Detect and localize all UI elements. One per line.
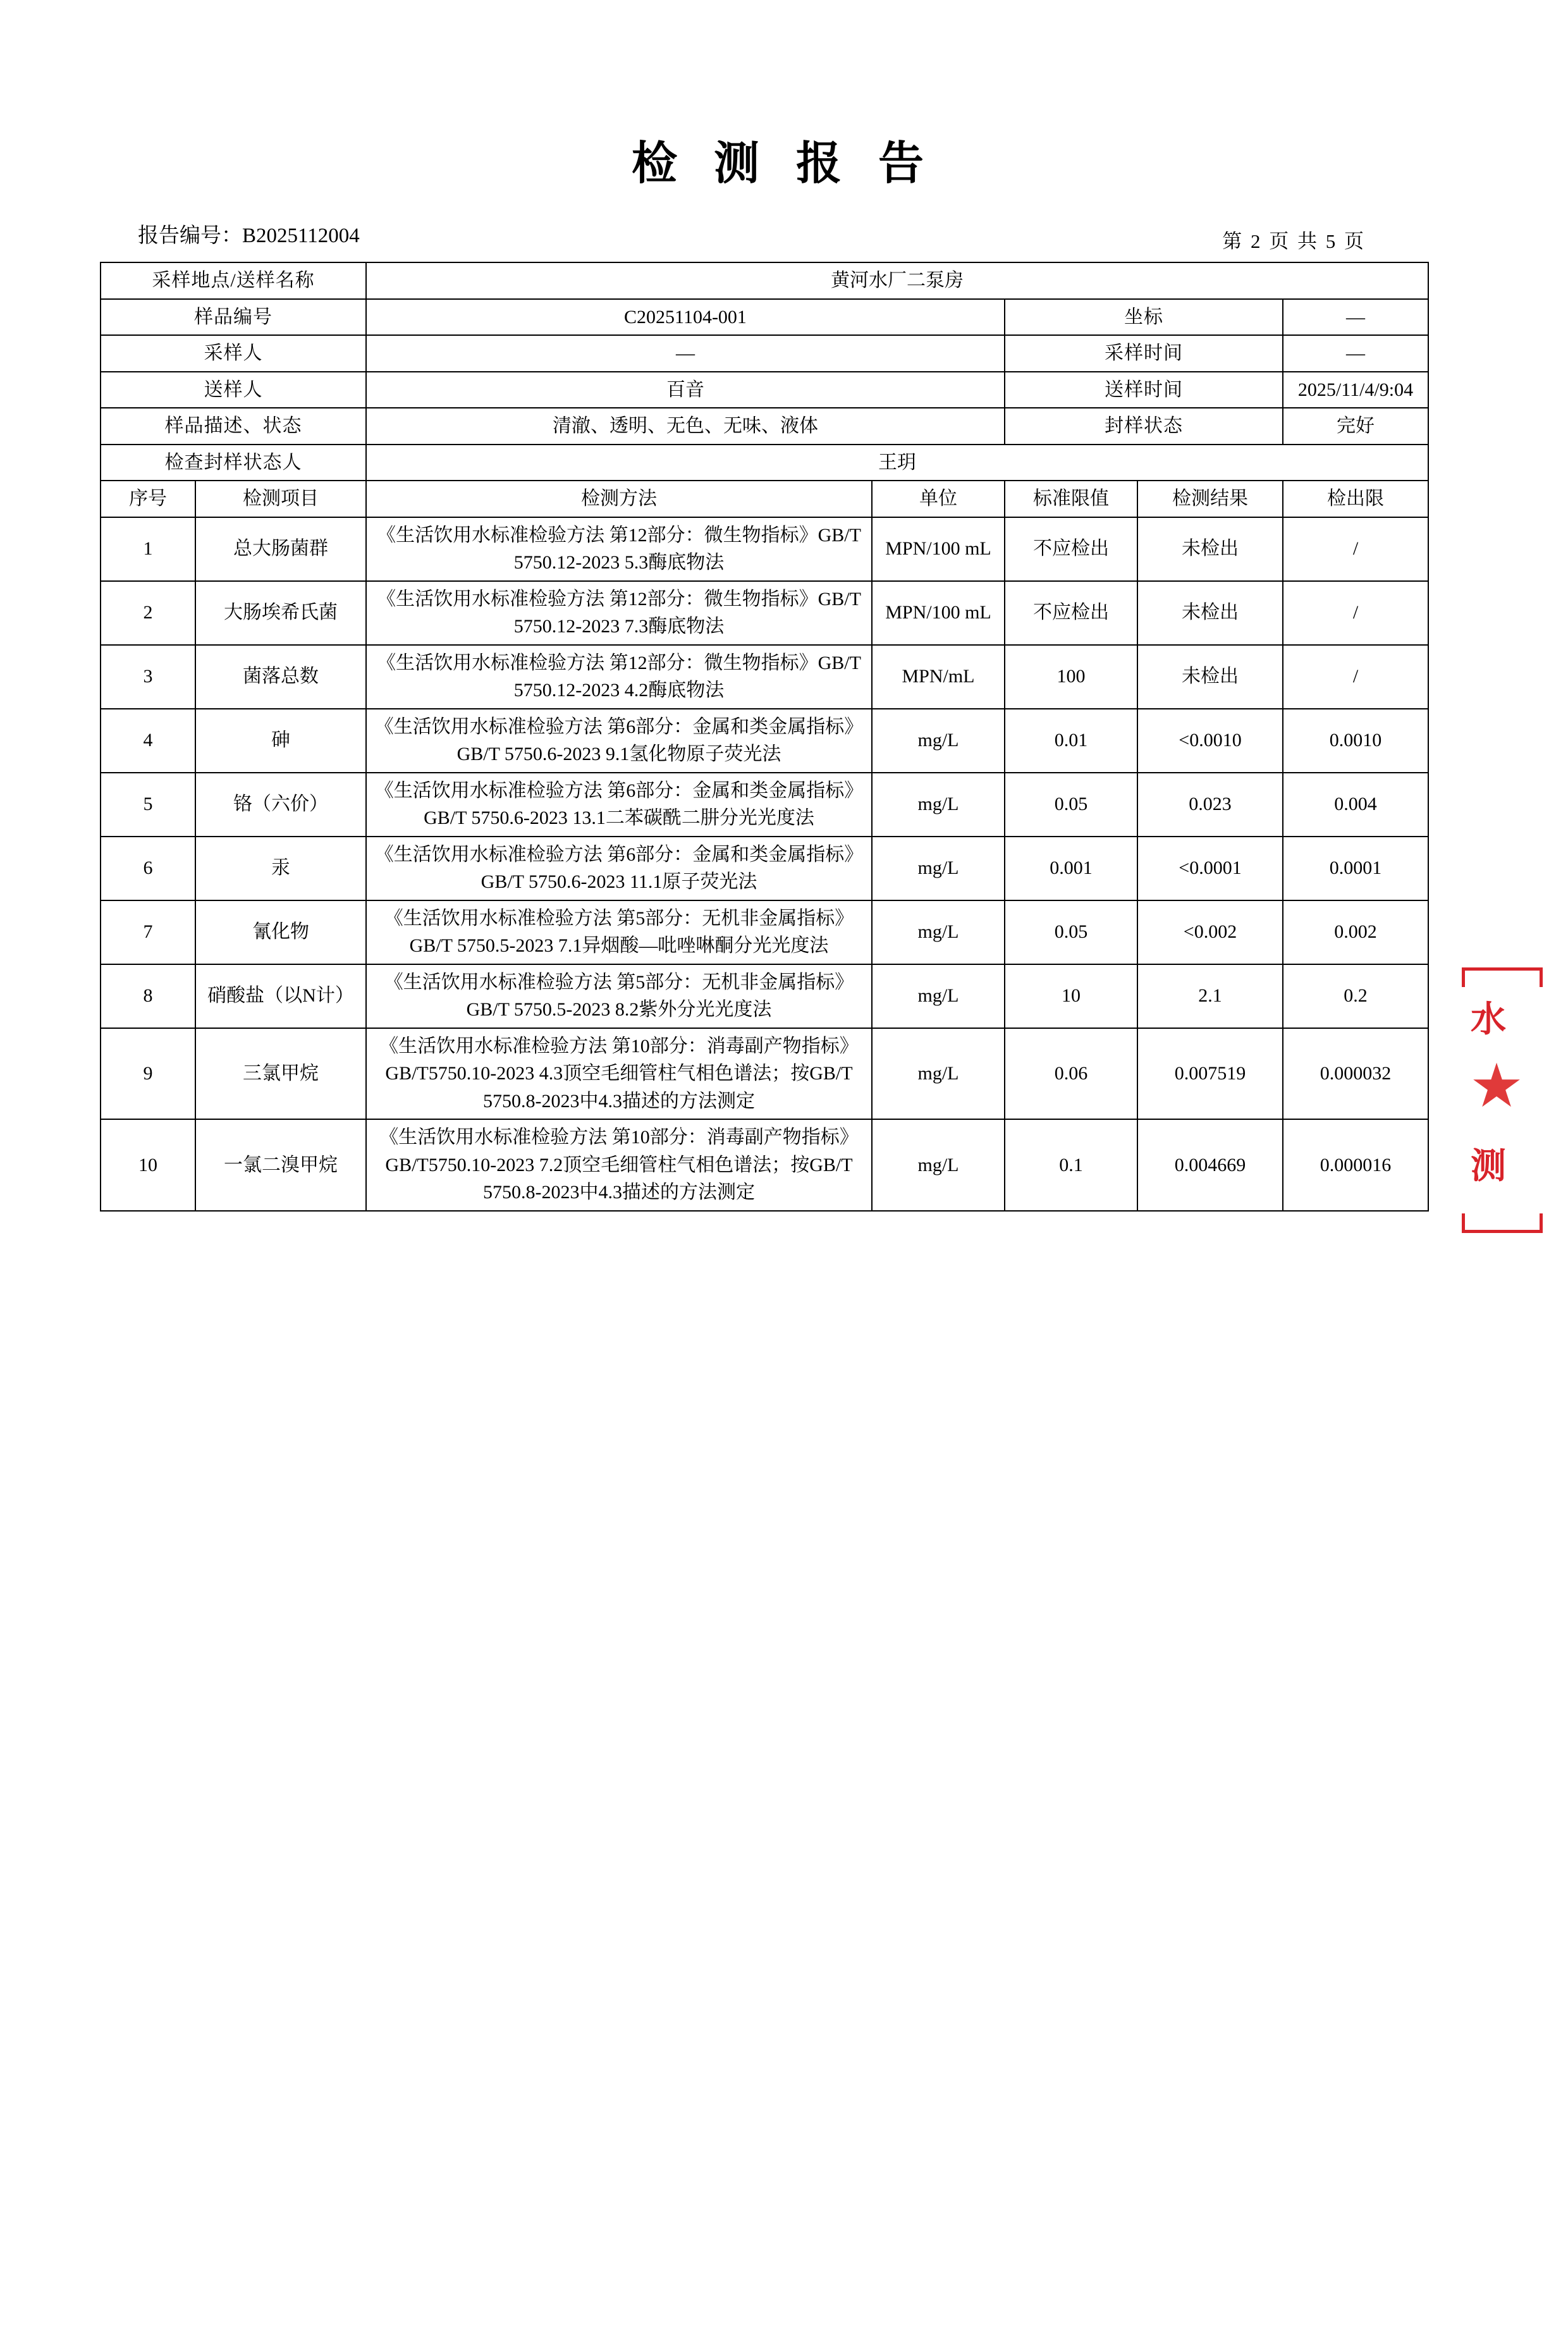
cell-item: 砷 [195,709,366,773]
cell-detection-limit: 0.000016 [1283,1119,1428,1211]
cell-unit: mg/L [872,964,1005,1028]
cell-result: 未检出 [1137,645,1283,709]
cell-detection-limit: 0.002 [1283,900,1428,964]
cell-unit: mg/L [872,773,1005,837]
cell-method: 《生活饮用水标准检验方法 第10部分：消毒副产物指标》GB/T5750.10-2023 4.3顶空毛细管柱气相色谱法；按GB/T 5750.8-2023中4.3描述的方法测定 [366,1028,872,1120]
info-value: 百音 [366,372,1005,408]
cell-method: 《生活饮用水标准检验方法 第12部分：微生物指标》GB/T 5750.12-2023 7.3酶底物法 [366,581,872,645]
cell-no: 3 [101,645,195,709]
cell-unit: mg/L [872,709,1005,773]
cell-unit: MPN/100 mL [872,517,1005,581]
info-label: 样品编号 [101,299,366,336]
cell-detection-limit: 0.004 [1283,773,1428,837]
table-row [101,1028,1428,1120]
table-row [101,581,1428,645]
cell-item: 总大肠菌群 [195,517,366,581]
cell-result: <0.002 [1137,900,1283,964]
cell-unit: mg/L [872,1119,1005,1211]
cell-item: 硝酸盐（以N计） [195,964,366,1028]
report-page [0,126,1568,2344]
cell-method: 《生活饮用水标准检验方法 第5部分：无机非金属指标》GB/T 5750.5-2023 7.1异烟酸—吡唑啉酮分光光度法 [366,900,872,964]
cell-no: 2 [101,581,195,645]
cell-no: 8 [101,964,195,1028]
cell-item: 铬（六价） [195,773,366,837]
page-title: 检 测 报 告 [631,138,936,189]
info-value: C20251104-001 [366,299,1005,336]
info-value: — [366,335,1005,372]
info-label: 采样地点/送样名称 [101,262,366,299]
cell-detection-limit: 0.000032 [1283,1028,1428,1120]
cell-unit: MPN/mL [872,645,1005,709]
report-number-value: B2025112004 [242,224,360,247]
page-number: 第 2 页 共 5 页 [1222,230,1366,252]
cell-item: 一氯二溴甲烷 [195,1119,366,1211]
cell-method: 《生活饮用水标准检验方法 第12部分：微生物指标》GB/T 5750.12-2023 5.3酶底物法 [366,517,872,581]
cell-item: 三氯甲烷 [195,1028,366,1120]
info-label-secondary: 封样状态 [1005,408,1283,445]
cell-method: 《生活饮用水标准检验方法 第10部分：消毒副产物指标》GB/T5750.10-2023 7.2顶空毛细管柱气相色谱法；按GB/T 5750.8-2023中4.3描述的方法测定 [366,1119,872,1211]
column-header-item: 检测项目 [195,481,366,517]
cell-no: 5 [101,773,195,837]
info-value-secondary: — [1283,299,1428,336]
cell-method: 《生活饮用水标准检验方法 第6部分：金属和类金属指标》GB/T 5750.6-2023 13.1二苯碳酰二肼分光光度法 [366,773,872,837]
report-number-label: 报告编号： [138,224,242,247]
info-label: 采样人 [101,335,366,372]
cell-detection-limit: 0.0001 [1283,837,1428,900]
info-label: 送样人 [101,372,366,408]
cell-detection-limit: / [1283,517,1428,581]
info-value-secondary: 完好 [1283,408,1428,445]
cell-item: 菌落总数 [195,645,366,709]
cell-method: 《生活饮用水标准检验方法 第5部分：无机非金属指标》GB/T 5750.5-2023 8.2紫外分光光度法 [366,964,872,1028]
column-header-no: 序号 [101,481,195,517]
info-label-secondary: 坐标 [1005,299,1283,336]
info-row-description [101,408,1428,445]
info-row-seal-checker [101,445,1428,481]
table-row [101,517,1428,581]
table-row [101,773,1428,837]
column-header-method: 检测方法 [366,481,872,517]
info-value: 王玥 [366,445,1428,481]
cell-detection-limit: / [1283,581,1428,645]
info-label-secondary: 送样时间 [1005,372,1283,408]
seal-bracket-bottom-icon [1462,1213,1543,1233]
info-label: 检查封样状态人 [101,445,366,481]
table-row [101,709,1428,773]
cell-result: 2.1 [1137,964,1283,1028]
cell-unit: mg/L [872,1028,1005,1120]
subheader [0,219,1568,250]
table-row [101,964,1428,1028]
info-value: 清澈、透明、无色、无味、液体 [366,408,1005,445]
cell-limit: 100 [1005,645,1137,709]
column-header-unit: 单位 [872,481,1005,517]
cell-unit: mg/L [872,900,1005,964]
cell-limit: 0.01 [1005,709,1137,773]
report-number [138,219,360,249]
cell-unit: MPN/100 mL [872,581,1005,645]
cell-method: 《生活饮用水标准检验方法 第12部分：微生物指标》GB/T 5750.12-2023 4.2酶底物法 [366,645,872,709]
cell-limit: 0.001 [1005,837,1137,900]
cell-result: 0.023 [1137,773,1283,837]
table-row [101,1119,1428,1211]
seal-star-icon: ★ [1469,1052,1524,1120]
info-value: 黄河水厂二泵房 [366,262,1428,299]
report-table [100,262,1429,1212]
info-row-sampler [101,335,1428,372]
info-row-deliverer [101,372,1428,408]
cell-item: 大肠埃希氏菌 [195,581,366,645]
table-row [101,645,1428,709]
seal-char-top: 水 [1471,1000,1506,1040]
cell-no: 1 [101,517,195,581]
cell-limit: 0.06 [1005,1028,1137,1120]
cell-no: 6 [101,837,195,900]
cell-no: 7 [101,900,195,964]
info-row-location [101,262,1428,299]
cell-limit: 不应检出 [1005,517,1137,581]
table-header-row [101,481,1428,517]
cell-limit: 0.1 [1005,1119,1137,1211]
column-header-detection-limit: 检出限 [1283,481,1428,517]
cell-item: 氰化物 [195,900,366,964]
cell-result: 未检出 [1137,581,1283,645]
info-label-secondary: 采样时间 [1005,335,1283,372]
info-value-secondary: — [1283,335,1428,372]
table-row [101,837,1428,900]
cell-detection-limit: 0.2 [1283,964,1428,1028]
seal-bracket-top-icon [1462,967,1543,987]
cell-detection-limit: 0.0010 [1283,709,1428,773]
cell-detection-limit: / [1283,645,1428,709]
cell-no: 9 [101,1028,195,1120]
info-label: 样品描述、状态 [101,408,366,445]
cell-no: 10 [101,1119,195,1211]
cell-item: 汞 [195,837,366,900]
cell-limit: 不应检出 [1005,581,1137,645]
cell-result: <0.0010 [1137,709,1283,773]
cell-result: <0.0001 [1137,837,1283,900]
seal-char-bottom: 测 [1471,1147,1506,1186]
inspection-seal-stamp [1455,967,1550,1233]
cell-limit: 0.05 [1005,773,1137,837]
cell-result: 0.007519 [1137,1028,1283,1120]
cell-unit: mg/L [872,837,1005,900]
info-row-sample-no [101,299,1428,336]
cell-limit: 0.05 [1005,900,1137,964]
column-header-limit: 标准限值 [1005,481,1137,517]
column-header-result: 检测结果 [1137,481,1283,517]
cell-method: 《生活饮用水标准检验方法 第6部分：金属和类金属指标》GB/T 5750.6-2023 9.1氢化物原子荧光法 [366,709,872,773]
cell-result: 0.004669 [1137,1119,1283,1211]
cell-method: 《生活饮用水标准检验方法 第6部分：金属和类金属指标》GB/T 5750.6-2023 11.1原子荧光法 [366,837,872,900]
cell-result: 未检出 [1137,517,1283,581]
cell-no: 4 [101,709,195,773]
info-value-secondary: 2025/11/4/9:04 [1283,372,1428,408]
table-row [101,900,1428,964]
cell-limit: 10 [1005,964,1137,1028]
